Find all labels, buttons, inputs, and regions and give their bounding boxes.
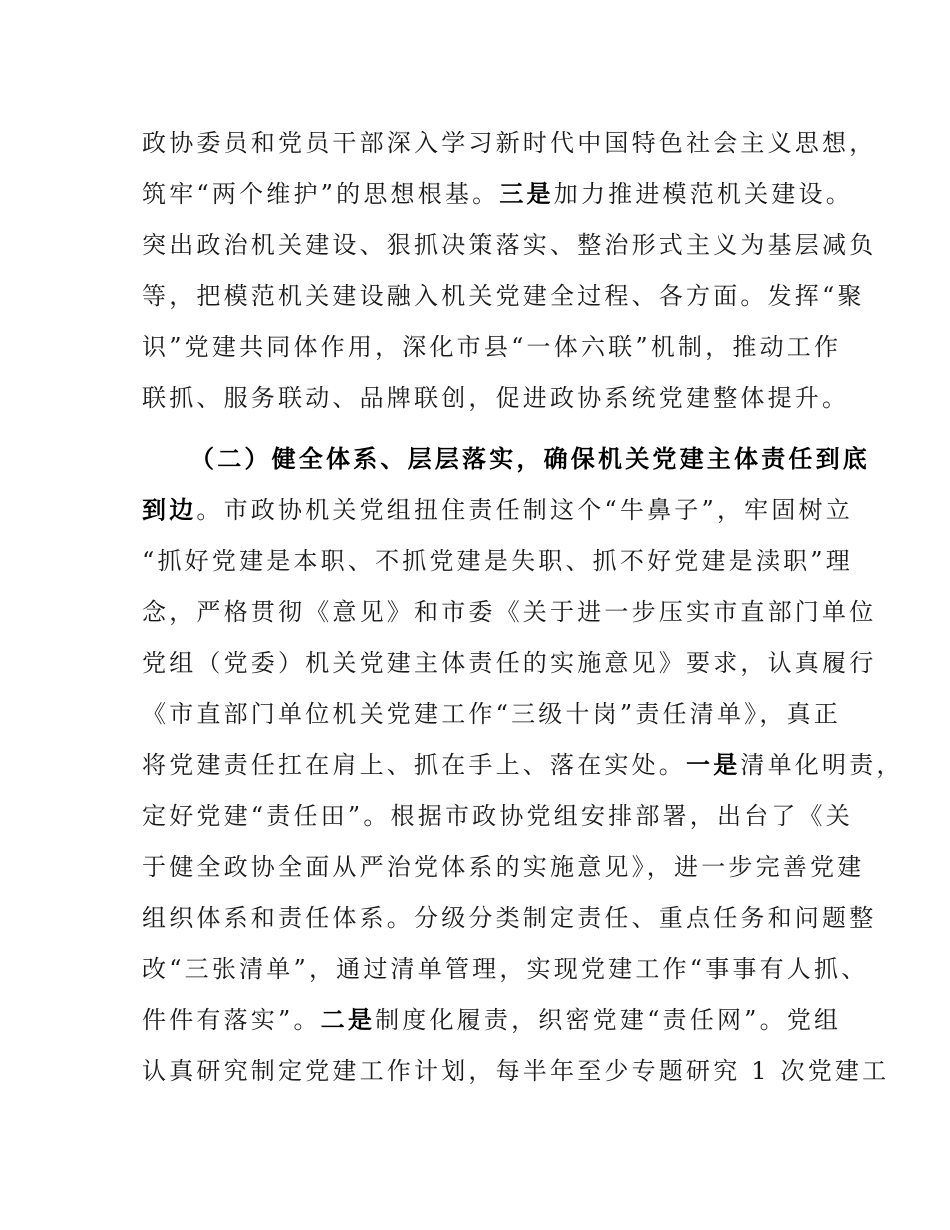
text-line: 《市直部门单位机关党建工作“三级十岗”责任清单》，真正 bbox=[142, 700, 841, 728]
text-line: 于健全政协全面从严治党体系的实施意见》，进一步完善党建 bbox=[142, 853, 865, 881]
text-line bbox=[142, 748, 904, 782]
bold-marker: 二是 bbox=[320, 1006, 376, 1034]
text-segment: 将党建责任扛在肩上、抓在手上、落在实处。 bbox=[142, 751, 686, 779]
text-segment: 。市政协机关党组扭住责任制这个“牛鼻子”，牢固树立 bbox=[196, 496, 853, 524]
text-segment: 加力推进模范机关建设。 bbox=[553, 180, 853, 208]
text-line: 突出政治机关建设、狠抓决策落实、整治形式主义为基层减负 bbox=[142, 231, 877, 259]
text-line: 认真研究制定党建工作计划，每半年至少专题研究 1 次党建工 bbox=[142, 1057, 890, 1085]
section-heading-end: 到边 bbox=[142, 496, 197, 524]
bold-marker: 三是 bbox=[499, 180, 554, 208]
text-line: 改“三张清单”，通过清单管理，实现党建工作“事事有人抓、 bbox=[142, 955, 869, 983]
text-line: 党组（党委）机关党建主体责任的实施意见》要求，认真履行 bbox=[142, 649, 877, 677]
bold-marker: 一是 bbox=[686, 751, 741, 779]
text-line: 组织体系和责任体系。分级分类制定责任、重点任务和问题整 bbox=[142, 904, 877, 932]
text-line: 念，严格贯彻《意见》和市委《关于进一步压实市直部门单位 bbox=[142, 598, 877, 626]
section-heading: （二）健全体系、层层落实，确保机关党建主体责任到底 bbox=[190, 445, 870, 473]
text-line bbox=[142, 177, 853, 211]
text-line: 政协委员和党员干部深入学习新时代中国特色社会主义思想， bbox=[142, 129, 877, 157]
text-line: 等，把模范机关建设融入机关党建全过程、各方面。发挥“聚 bbox=[142, 282, 865, 310]
text-segment: 制度化履责，织密党建“责任网”。党组 bbox=[375, 1006, 842, 1034]
text-line: 联抓、服务联动、品牌联创，促进政协系统党建整体提升。 bbox=[142, 384, 850, 412]
text-segment: 筑牢“两个维护”的思想根基。 bbox=[142, 180, 500, 208]
text-line: “抓好党建是本职、不抓党建是失职、抓不好党建是渎职”理 bbox=[142, 547, 853, 575]
text-line bbox=[142, 493, 853, 527]
text-line: 识”党建共同体作用，深化市县“一体六联”机制，推动工作 bbox=[142, 333, 842, 361]
text-line: 定好党建“责任田”。根据市政协党组安排部署，出台了《关 bbox=[142, 802, 853, 830]
text-segment: 件件有落实”。 bbox=[142, 1006, 321, 1034]
text-line bbox=[142, 1003, 842, 1037]
text-segment: 清单化明责， bbox=[740, 751, 904, 779]
